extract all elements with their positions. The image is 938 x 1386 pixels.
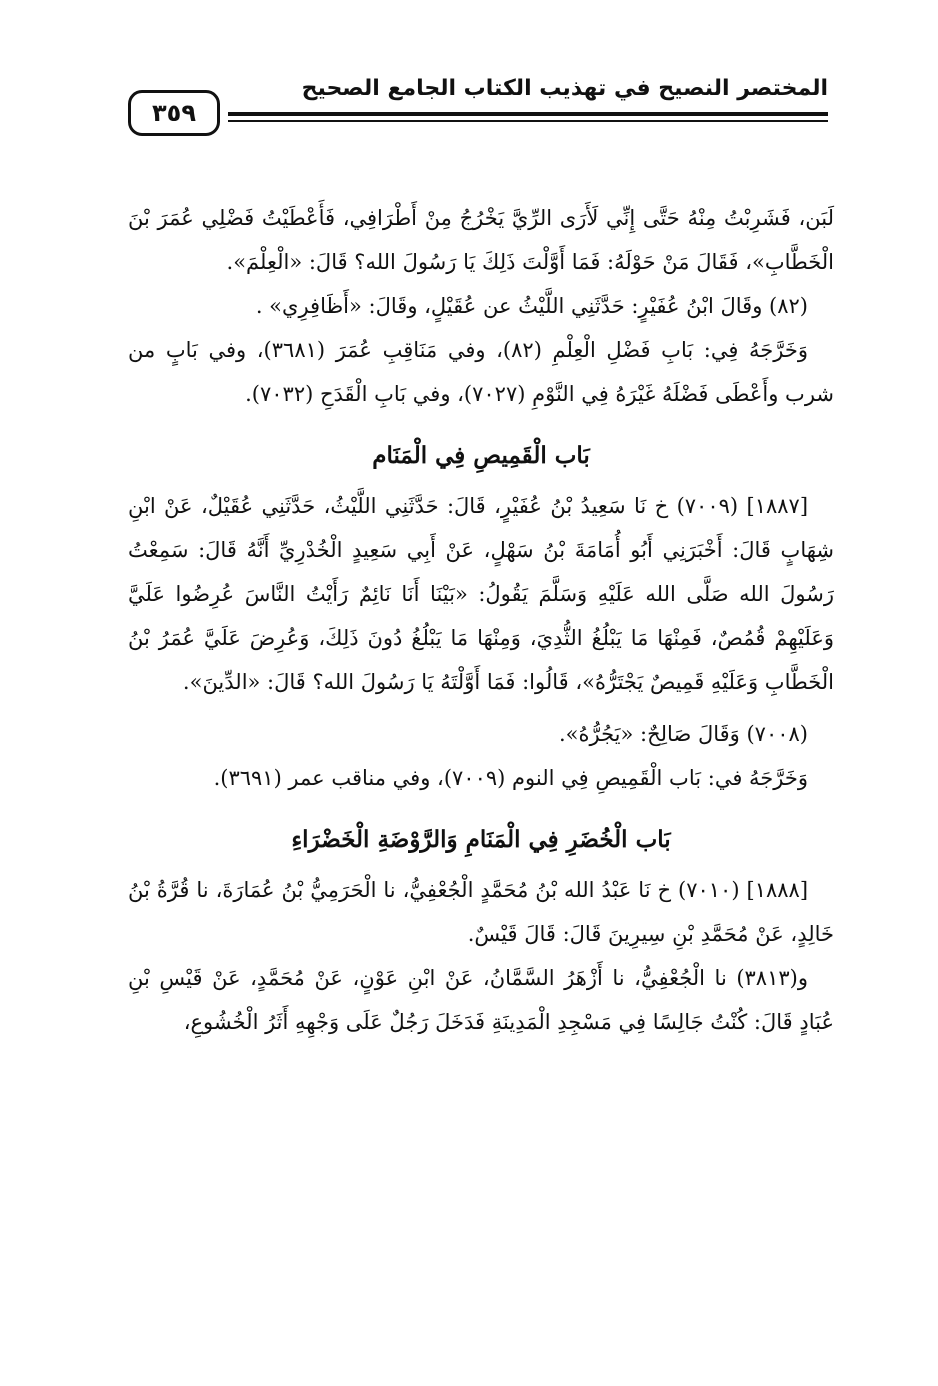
page-number: ٣٥٩ (152, 99, 196, 127)
chapter-heading-shirt: بَاب الْقَمِيصِ فِي الْمَنَام (372, 442, 590, 469)
chapter-heading-greenery: بَاب الْخُضَرِ فِي الْمَنَامِ وَالرَّوْضَةِ الْخَضْرَاءِ (291, 826, 671, 853)
page-body (128, 196, 834, 1044)
book-title: المختصر النصيح في تهذيب الكتاب الجامع الصحيح (301, 76, 828, 101)
paragraph-hadith-1888: [١٨٨٨] (٧٠١٠) خ نَا عَبْدُ الله بْنُ مُحَمَّدٍ الْجُعْفِيُّ، نا الْحَرَمِيُّ بْنُ عُمَارَةَ، نا قُرَّةُ بْنُ خَالِدٍ، عَنْ مُحَمَّدِ بْنِ سِيرِينَ قَالَ: قَالَ قَيْسٌ. (128, 878, 834, 946)
paragraph-hadith-1887: [١٨٨٧] (٧٠٠٩) خ نَا سَعِيدُ بْنُ عُفَيْرٍ، قَالَ: حَدَّثَنِي اللَّيْثُ، حَدَّثَنِي عُقَيْلٌ، عَنْ ابْنِ شِهَابٍ قَالَ: أَخْبَرَنِي أَبُو أُمَامَةَ بْنُ سَهْلٍ، عَنْ أَبِي سَعِيدٍ الْخُدْرِيِّ أَنَّهُ قَالَ: سَمِعْتُ رَسُولَ الله صَلَّى الله عَلَيْهِ وَسَلَّمَ يَقُولُ: «بَيْنَا أَنَا نَائِمٌ رَأَيْتُ النَّاسَ عُرِضُوا عَلَيَّ وَعَلَيْهِمْ قُمُصٌ، فَمِنْهَا مَا يَبْلُغُ الثُّدِيَ، وَمِنْهَا مَا يَبْلُغُ دُونَ ذَلِكَ، وَعُرِضَ عَلَيَّ عُمَرُ بْنُ الْخَطَّابِ وَعَلَيْهِ قَمِيصٌ يَجْتَرُّهُ»، قَالُوا: فَمَا أَوَّلْتَهُ يَا رَسُولَ الله؟ قَالَ: «الدِّينَ». (128, 494, 834, 694)
header-rule-thin (228, 120, 828, 122)
paragraph-note-82: (٨٢) وقَالَ ابْنُ عُفَيْرٍ: حَدَّثَنِي اللَّيْثُ عن عُقَيْلٍ، وقَالَ: «أَظَافِرِي» . (255, 294, 808, 318)
paragraph-note-7008: (٧٠٠٨) وَقَالَ صَالِحٌ: «يَجُرُّهُ». (558, 722, 808, 746)
page-header (128, 70, 828, 140)
page-number-box (128, 90, 220, 136)
paragraph-hadith-3813: و(٣٨١٣) نا الْجُعْفِيُّ، نا أَزْهَرُ السَّمَّانُ، عَنْ ابْنِ عَوْنٍ، عَنْ مُحَمَّدٍ، عَنْ قَيْسِ بْنِ عُبَادٍ قَالَ: كُنْتُ جَالِسًا فِي مَسْجِدِ الْمَدِينَةِ فَدَخَلَ رَجُلٌ عَلَى وَجْهِهِ أَثَرُ الْخُشُوعِ، (128, 966, 834, 1034)
paragraph-takhrij-2: وَخَرَّجَهُ في: بَاب الْقَمِيصِ فِي النوم (٧٠٠٩)، وفي مناقب عمر (٣٦٩١). (213, 766, 808, 790)
paragraph-takhrij-1: وَخَرَّجَهُ فِي: بَابِ فَضْلِ الْعِلْمِ (٨٢)، وفي مَنَاقِبِ عُمَرَ (٣٦٨١)، وفي بَابٍ من شرب وأَعْطَى فَضْلَهُ غَيْرَهُ فِي النَّوْمِ (٧٠٢٧)، وفي بَابِ الْقَدَحِ (٧٠٣٢). (128, 338, 834, 406)
paragraph-hadith-continuation: لَبَن، فَشَرِبْتُ مِنْهُ حَتَّى إِنِّي لَأَرَى الرِّيَّ يَخْرُجُ مِنْ أَطْرَافِي، فَأَعْطَيْتُ فَضْلِي عُمَرَ بْنَ الْخَطَّابِ»، فَقَالَ مَنْ حَوْلَهُ: فَمَا أَوَّلْتَ ذَلِكَ يَا رَسُولَ الله؟ قَالَ: «الْعِلْمَ». (128, 206, 834, 274)
header-rule-thick (228, 112, 828, 116)
